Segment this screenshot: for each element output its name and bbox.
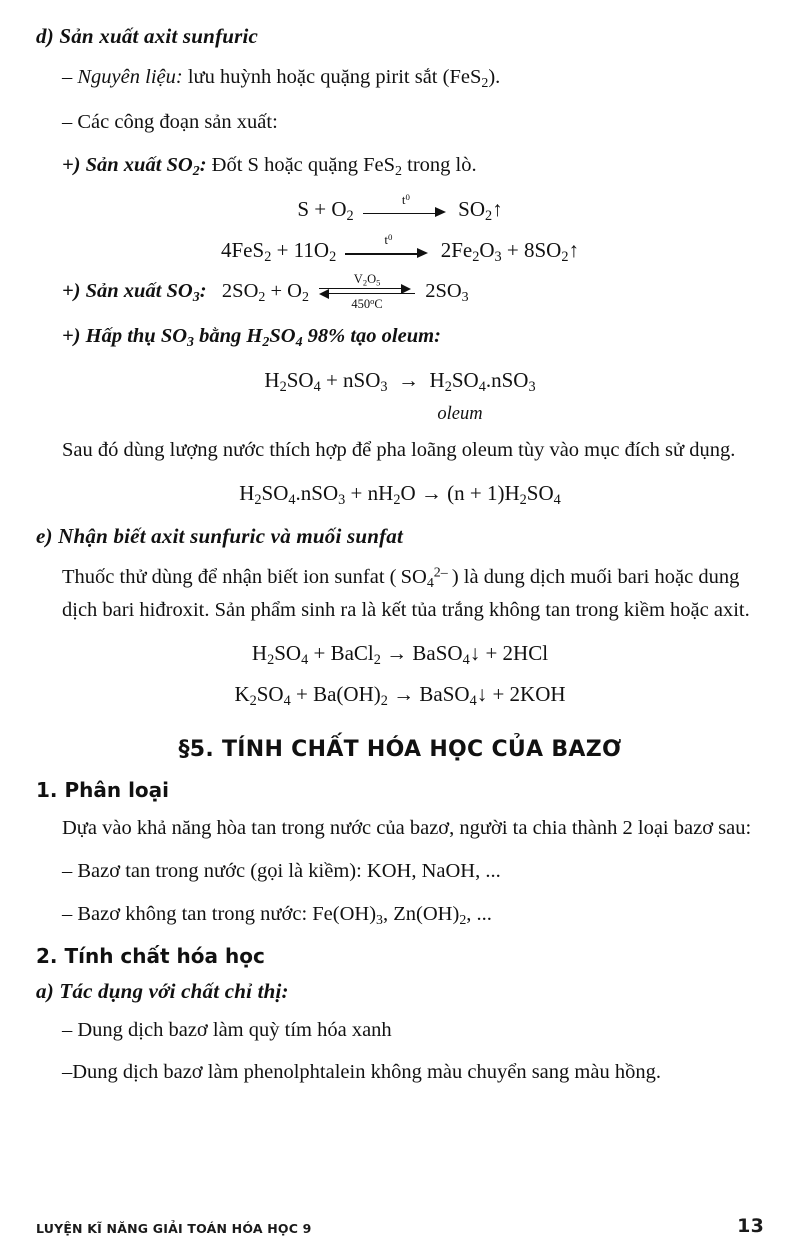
step-produce-so3 xyxy=(36,272,764,312)
equation-5: $H_2SO_4.nSO_3 + nH_2O \to (n + 1)H_2SO_4$ xyxy=(239,480,561,508)
arrow-label-t0-2: $t^0$ xyxy=(384,232,393,248)
raw-material-label: – Nguyên liệu: xyxy=(62,66,183,88)
oleum-caption: oleum xyxy=(437,404,483,424)
bullet-litmus: – Dung dịch bazơ làm quỳ tím hóa xanh xyxy=(62,1018,392,1041)
arrow-label-t0: $t^0$ xyxy=(401,191,410,207)
equation-3-right: $2SO_3$ xyxy=(425,279,469,305)
reaction-arrow-temp-1 xyxy=(363,191,449,223)
step-produce-so3-label: +) Sản xuất $SO_3$: xyxy=(62,279,207,305)
line-raw-material xyxy=(36,62,764,95)
paragraph-classification: Dựa vào khả năng hòa tan trong nước của bazơ, người ta chia thành 2 loại bazơ sau: xyxy=(62,817,752,840)
step-absorb-so3 xyxy=(36,321,764,354)
bullet-soluble-base: – Bazơ tan trong nước (gọi là kiềm): KOH, NaOH, ... xyxy=(62,860,501,883)
heading-section-e: e) Nhận biết axit sunfuric và muối sunfat xyxy=(36,524,404,549)
page-footer xyxy=(36,1215,764,1237)
heading-section-d: d) Sản xuất axit sunfuric xyxy=(36,24,259,48)
step-produce-so2-text: Đốt S hoặc quặng FeS$_2$ trong lò. xyxy=(206,153,477,179)
paragraph-dilute-oleum: Sau đó dùng lượng nước thích hợp để pha loãng oleum tùy vào mục đích sử dụng. xyxy=(62,439,736,461)
equation-7: $K_2SO_4 + Ba(OH)_2$ → BaSO$_4$↓ + 2KOH xyxy=(234,681,566,709)
section-title-5: §5. TÍNH CHẤT HÓA HỌC CỦA BAZƠ xyxy=(178,737,622,763)
reaction-arrow-temp-2 xyxy=(345,232,431,263)
page-number: 13 xyxy=(737,1215,764,1237)
arrow-label-temperature: 450$^o$C xyxy=(351,296,383,312)
equation-6: $H_2SO_4$ + BaCl$_2$ → BaSO$_4$↓ + 2HCl xyxy=(251,640,549,668)
step-produce-so2-label: +) Sản xuất $SO_2$: xyxy=(62,153,207,179)
line-stages: – Các công đoạn sản xuất: xyxy=(62,110,278,133)
reaction-arrow-reversible xyxy=(319,272,415,312)
step-absorb-so3-label: +) Hấp thụ $SO_3$ bằng $H_2SO_4$ 98% tạo oleum: xyxy=(62,324,441,350)
heading-item-1: 1. Phân loại xyxy=(36,778,170,803)
step-produce-so2 xyxy=(36,150,764,183)
raw-material-text: lưu huỳnh hoặc quặng pirit sắt (FeS$_2$). xyxy=(182,66,501,91)
bullet-insoluble-base: – Bazơ không tan trong nước: $Fe(OH)_3$, $Zn(OH)_2$, ... xyxy=(62,902,492,928)
page-content xyxy=(36,24,764,1100)
heading-item-2: 2. Tính chất hóa học xyxy=(36,943,265,968)
sulfate-ion-formula: $SO_4^{2-}$ xyxy=(400,565,448,592)
bullet-phenolphthalein: –Dung dịch bazơ làm phenolphtalein không màu chuyển sang màu hồng. xyxy=(62,1061,661,1084)
equation-3-left: $2SO_2 + O_2$ xyxy=(211,279,309,305)
equation-1: $S + O_2$ $t^0$ $SO_2↑$ xyxy=(297,191,503,225)
heading-item-2a: a) Tác dụng với chất chỉ thị: xyxy=(36,978,289,1003)
equation-2: $4FeS_2 + 11O_2$ $t^0$ $2Fe_2O_3$ + $8SO_2↑$ xyxy=(221,232,579,266)
footer-book-title: LUYỆN KĨ NĂNG GIẢI TOÁN HÓA HỌC 9 xyxy=(36,1221,312,1236)
equation-4: $H_2SO_4 + nSO_3 \to H_2SO_4.nSO_3$ xyxy=(264,368,536,396)
paragraph-identify-sulfate: Thuốc thử dùng để nhận biết ion sunfat ( $SO_4^{2-}$ ) là dung dịch muối bari hoặc dung dịch bari hiđroxit. Sản phẩm sinh ra là kết tủa trắng không tan trong kiềm hoặc axit. xyxy=(62,565,750,622)
arrow-label-catalyst: $V_2O_5$ xyxy=(353,272,381,288)
